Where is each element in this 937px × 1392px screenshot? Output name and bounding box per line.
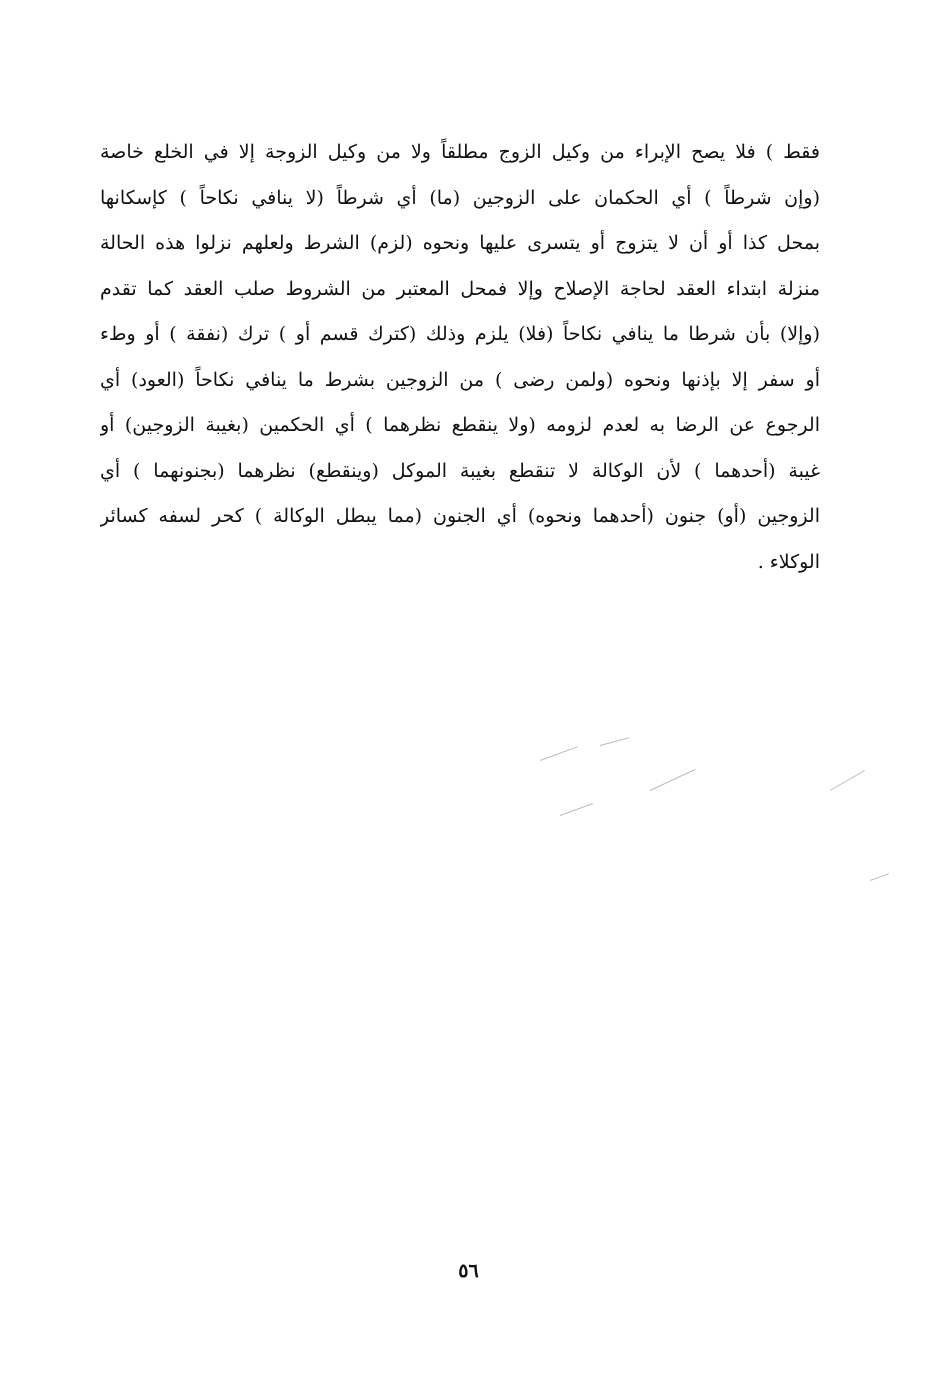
text-line: فقط ) فلا يصح الإبراء من وكيل الزوج مطلقاً ولا من وكيل الزوجة إلا في الخلع خاصة xyxy=(100,141,820,163)
text-line: أو سفر إلا بإذنها ونحوه (ولمن رضى ) من الزوجين بشرط ما ينافي نكاحاً (العود) أي xyxy=(100,368,820,391)
text-line: الزوجين (أو) جنون (أحدهما ونحوه) أي الجنون (مما يبطل الوكالة ) كحر لسفه كسائر xyxy=(100,505,820,527)
text-line: (وإن شرطاً ) أي الحكمان على الزوجين (ما) أي شرطاً (لا ينافي نكاحاً ) كإسكانها xyxy=(100,186,820,209)
text-line: الرجوع عن الرضا به لعدم لزومه (ولا ينقطع نظرهما ) أي الحكمين (بغيبة الزوجين) أو xyxy=(100,414,820,436)
text-line: غيبة (أحدهما ) لأن الوكالة لا تنقطع بغيبة الموكل (وينقطع) نظرهما (بجنونهما ) أي xyxy=(100,459,820,482)
scan-speck xyxy=(600,737,629,746)
scan-speck xyxy=(650,769,696,791)
text-line-last: الوكلاء . xyxy=(757,550,820,573)
body-text xyxy=(100,130,820,585)
page-number: ٥٦ xyxy=(458,1260,479,1282)
scan-speck xyxy=(540,746,578,761)
scan-speck xyxy=(830,770,865,791)
text-line: بمحل كذا أو أن لا يتزوج أو يتسرى عليها ونحوه (لزم) الشرط ولعلهم نزلوا هذه الحالة xyxy=(100,232,820,254)
scan-speck xyxy=(560,803,593,816)
scan-speck xyxy=(870,873,889,881)
text-line: منزلة ابتداء العقد لحاجة الإصلاح وإلا فمحل المعتبر من الشروط صلب العقد كما تقدم xyxy=(100,277,820,300)
text-line: (وإلا) بأن شرطا ما ينافي نكاحاً (فلا) يلزم وذلك (كترك قسم أو ) ترك (نفقة ) أو وطء xyxy=(100,323,820,345)
